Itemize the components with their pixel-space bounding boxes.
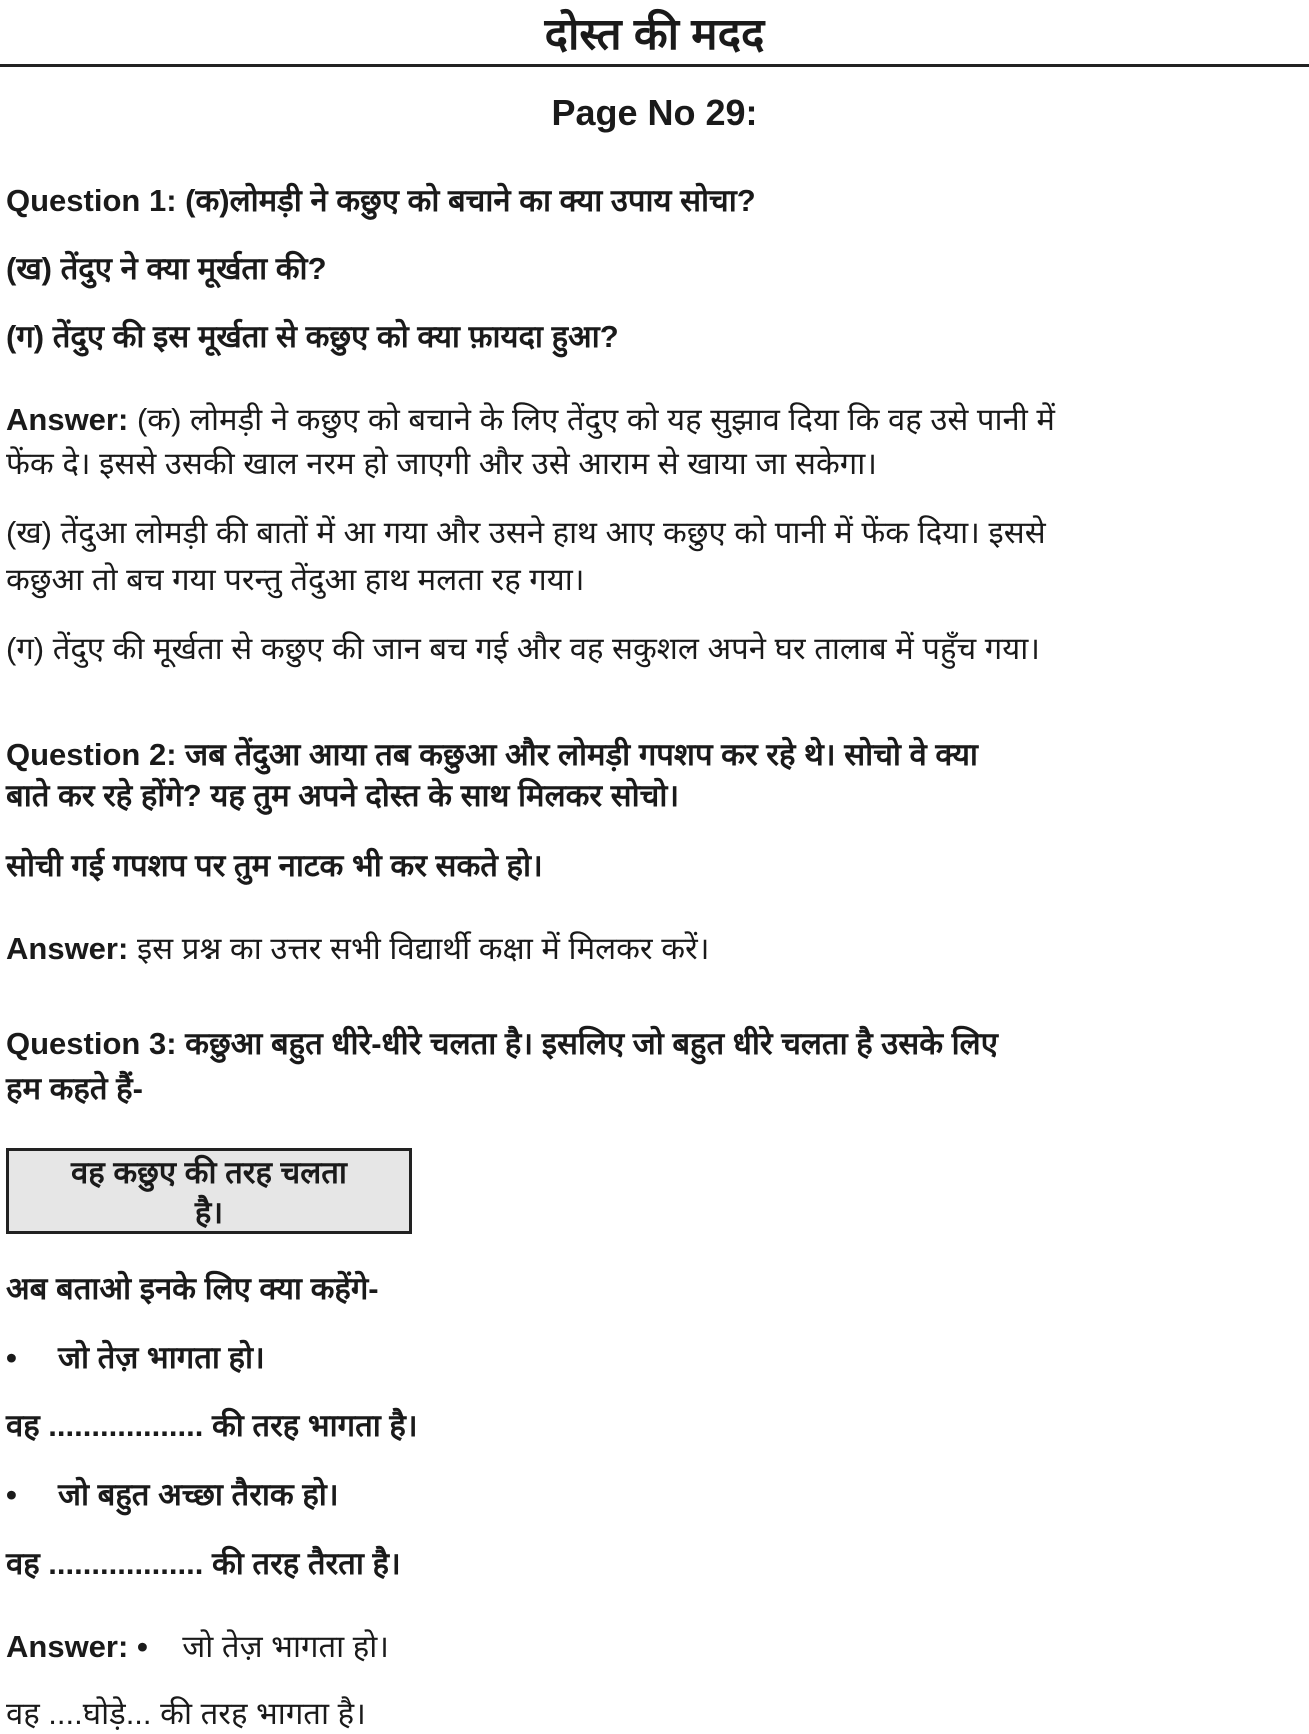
q2-text: जब तेंदुआ आया तब कछुआ और लोमड़ी गपशप कर रहे थे। सोचो वे क्या [185, 737, 978, 772]
q2-line-1 [6, 735, 978, 775]
answer-text: (क) लोमड़ी ने कछुए को बचाने के लिए तेंदुए को यह सुझाव दिया कि वह उसे पानी में [136, 402, 1055, 437]
q3-answer-line-2: वह ....घोड़े... की तरह भागता है। [6, 1696, 366, 1731]
q1-line-3: (ग) तेंदुए की इस मूर्खता से कछुए को क्या फ़ायदा हुआ? [6, 319, 619, 354]
q3-fill-2: वह .................. की तरह तैरता है। [6, 1546, 401, 1581]
q3-fill-1: वह .................. की तरह भागता है। [6, 1408, 418, 1443]
q1-answer-line-5: (ग) तेंदुए की मूर्खता से कछुए की जान बच गई और वह सकुशल अपने घर तालाब में पहुँच गया। [6, 631, 1041, 666]
q3-answer-line-1 [6, 1627, 389, 1667]
q2-answer [6, 929, 709, 969]
q3-prompt: अब बताओ इनके लिए क्या कहेंगे- [6, 1271, 379, 1306]
q3-item-1 [6, 1338, 265, 1378]
bullet-icon: • [6, 1477, 17, 1512]
bullet-icon: • [6, 1340, 17, 1375]
q1-answer-line-3: (ख) तेंदुआ लोमड़ी की बातों में आ गया और उसने हाथ आए कछुए को पानी में फेंक दिया। इससे [6, 515, 1046, 550]
q3-label: Question 3: [6, 1026, 177, 1061]
answer-text: जो तेज़ भागता हो। [182, 1629, 390, 1664]
q1-line-2: (ख) तेंदुए ने क्या मूर्खता की? [6, 251, 327, 286]
q1-answer-line-2: फेंक दे। इससे उसकी खाल नरम हो जाएगी और उसे आराम से खाया जा सकेगा। [6, 446, 878, 481]
q3-line-2: हम कहते हैं- [6, 1071, 143, 1106]
example-line-1: वह कछुए की तरह चलता [71, 1155, 347, 1190]
q2-line-3: सोची गई गपशप पर तुम नाटक भी कर सकते हो। [6, 848, 543, 883]
q1-label: Question 1: [6, 183, 177, 218]
example-box [6, 1148, 412, 1234]
q3-line-1 [6, 1024, 998, 1064]
page-title: दोस्त की मदद [544, 10, 765, 59]
q1-text: (क)लोमड़ी ने कछुए को बचाने का क्या उपाय सोचा? [185, 183, 756, 218]
q2-line-2: बाते कर रहे होंगे? यह तुम अपने दोस्त के साथ मिलकर सोचो। [6, 778, 680, 813]
answer-label: Answer: [6, 1629, 129, 1664]
bullet-icon: • [136, 1629, 148, 1664]
answer-label: Answer: [6, 402, 129, 437]
item-text: जो बहुत अच्छा तैराक हो। [58, 1477, 339, 1512]
title-divider [0, 64, 1309, 67]
example-line-2: है। [194, 1195, 224, 1230]
answer-label: Answer: [6, 931, 129, 966]
q1-line-1 [6, 181, 756, 221]
q3-item-2 [6, 1475, 339, 1515]
answer-text: इस प्रश्न का उत्तर सभी विद्यार्थी कक्षा में मिलकर करें। [136, 931, 710, 966]
q1-answer-line-4: कछुआ तो बच गया परन्तु तेंदुआ हाथ मलता रह गया। [6, 562, 585, 597]
item-text: जो तेज़ भागता हो। [58, 1340, 265, 1375]
q1-answer-line-1 [6, 400, 1055, 440]
q3-text: कछुआ बहुत धीरे-धीरे चलता है। इसलिए जो बहुत धीरे चलता है उसके लिए [185, 1026, 998, 1061]
q2-label: Question 2: [6, 737, 177, 772]
page-number: Page No 29: [551, 92, 758, 133]
